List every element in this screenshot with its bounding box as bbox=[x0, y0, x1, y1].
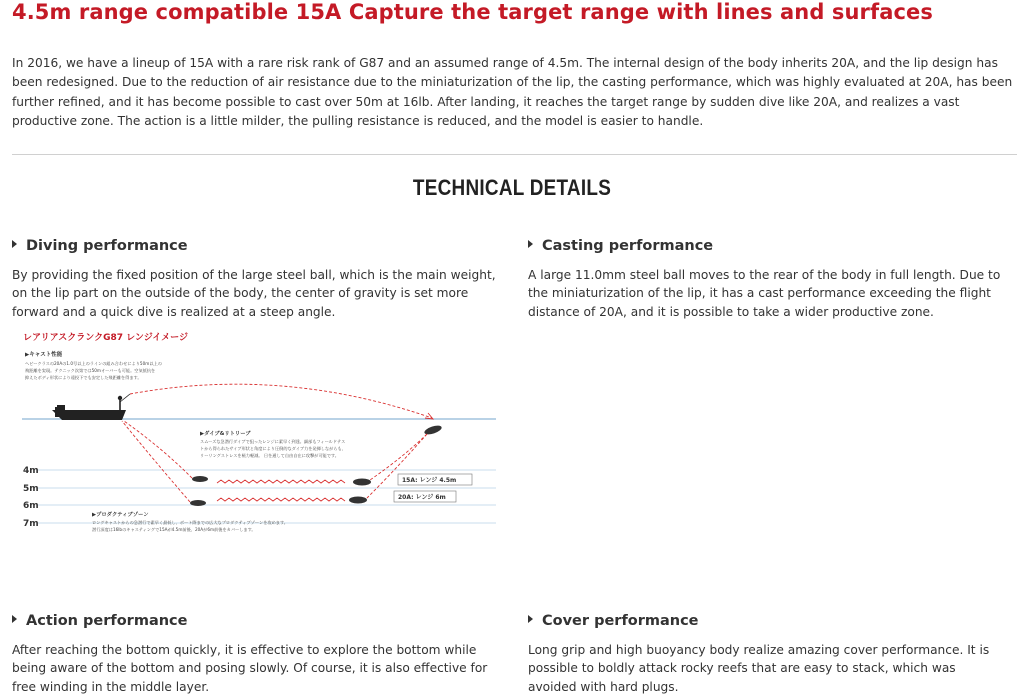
cast-trajectory-arrow bbox=[130, 384, 432, 418]
diagram-title: レアリアスクランクG87 レンジイメージ bbox=[23, 333, 188, 343]
return-path-20a bbox=[122, 421, 190, 502]
triangle-bullet-icon bbox=[528, 240, 533, 248]
diagram-cast-text-2: 飛距離を実現。テクニック次第では50mオーバーも可能。空気抵抗を bbox=[25, 368, 156, 373]
dive-path-15a bbox=[370, 434, 427, 480]
section-action-body: After reaching the bottom quickly, it is effective to explore the bottom while being aware of the bottom and posing slowly. Of course, it is also effective for free winding in the middle layer. bbox=[12, 643, 488, 694]
lure-15a-icon bbox=[353, 479, 371, 486]
depth-label-5m: 5m bbox=[23, 484, 39, 494]
page-headline: 4.5m range compatible 15A Capture the target range with lines and surfaces bbox=[12, 0, 934, 24]
lure-near-boat-20a-icon bbox=[190, 500, 206, 506]
section-diving-title bbox=[12, 238, 188, 254]
diagram-dive-text-1: スムーズな急潜行ダイブで狙ったレンジに素早く到達。細部もフィールドテス bbox=[200, 439, 346, 444]
section-divider bbox=[12, 154, 1017, 155]
section-action-title bbox=[12, 613, 187, 629]
section-diving-body: By providing the fixed position of the large steel ball, which is the main weight, on the lip part on the outside of the body, the center of gravity is set more forward and a quick dive is realized at a steep angle. bbox=[12, 268, 496, 319]
section-casting-title bbox=[528, 238, 713, 254]
range-label-20a: 20A: レンジ 6m bbox=[398, 494, 446, 501]
section-cover-title bbox=[528, 613, 699, 629]
diagram-dive-text-2: トから得られたサイブ形状と角度により圧倒的なダイブ力を発揮しながらも、 bbox=[200, 446, 346, 451]
diagram-zone-heading: ▶プロダクティブゾーン bbox=[92, 512, 149, 518]
diagram-dive-text-3: リーリングストレスを極力軽減。 日を通して自由自在に攻撃が可能です。 bbox=[200, 453, 339, 458]
intro-paragraph: In 2016, we have a lineup of 15A with a rare risk rank of G87 and an assumed range of 4.5m. The internal design of the body inherits 20A, and the lip design has been redesigned. Due to the reduction of air resistance due to the miniaturization of the lip, the casting performance, which was highly evaluated at 20A, has been further refined, and it has become possible to cast over 50m at 16lb. After landing, it reaches the target range by sudden dive like 20A, and realizes a vast productive zone. The action is a little milder, the pulling resistance is reduced, and the model is easier to handle. bbox=[12, 56, 1013, 129]
diagram-zone-text-1: ロングキャストからの急潜行で素早く最低し、ボート際までの広大なプロダクティブゾーンを攻めます。 bbox=[92, 520, 288, 525]
section-cover-body: Long grip and high buoyancy body realize amazing cover performance. It is possible to boldly attack rocky reefs that are easy to stack, which was avoided with hard plugs. bbox=[528, 643, 990, 694]
lure-20a-icon bbox=[349, 497, 367, 504]
diagram-cast-text-1: ヘビークラスの20Aの1.0号以上のラインの組み合わせにより50m以上の bbox=[25, 361, 162, 366]
section-casting-label: Casting performance bbox=[542, 238, 714, 254]
section-casting-body: A large 11.0mm steel ball moves to the rear of the body in full length. Due to the miniaturization of the lip, it has a cast performance exceeding the flight distance of 20A, and it is possible to take a wider productive zone. bbox=[528, 268, 1001, 319]
depth-label-7m: 7m bbox=[23, 519, 39, 529]
range-image-diagram bbox=[22, 328, 496, 533]
retrieve-zigzag-20a bbox=[217, 498, 345, 501]
range-label-15a: 15A: レンジ 4.5m bbox=[402, 477, 457, 484]
section-action-label: Action performance bbox=[26, 613, 188, 629]
section-diving-label: Diving performance bbox=[26, 238, 188, 254]
triangle-bullet-icon bbox=[12, 615, 17, 623]
diagram-cast-text-3: 抑えたボディ形状により遠投下でも安定した飛距離を得ます。 bbox=[25, 375, 142, 380]
triangle-bullet-icon bbox=[528, 615, 533, 623]
technical-details-title: TECHNICAL DETAILS bbox=[412, 175, 612, 200]
retrieve-zigzag-15a bbox=[217, 480, 345, 483]
diagram-cast-heading: ▶キャスト性能 bbox=[25, 352, 63, 358]
diagram-zone-text-2: 潜行深度は16lbのキャスティングで15Aが4.5m前後、20Aが6m前後をカバーします。 bbox=[92, 527, 256, 532]
depth-label-6m: 6m bbox=[23, 501, 39, 511]
section-cover-label: Cover performance bbox=[542, 613, 699, 629]
return-path-15a bbox=[124, 421, 192, 478]
lure-near-boat-15a-icon bbox=[192, 476, 208, 482]
triangle-bullet-icon bbox=[12, 240, 17, 248]
boat-icon bbox=[52, 394, 130, 420]
depth-label-4m: 4m bbox=[23, 466, 39, 476]
diagram-dive-heading: ▶ダイブ&リトリーブ bbox=[200, 431, 251, 437]
